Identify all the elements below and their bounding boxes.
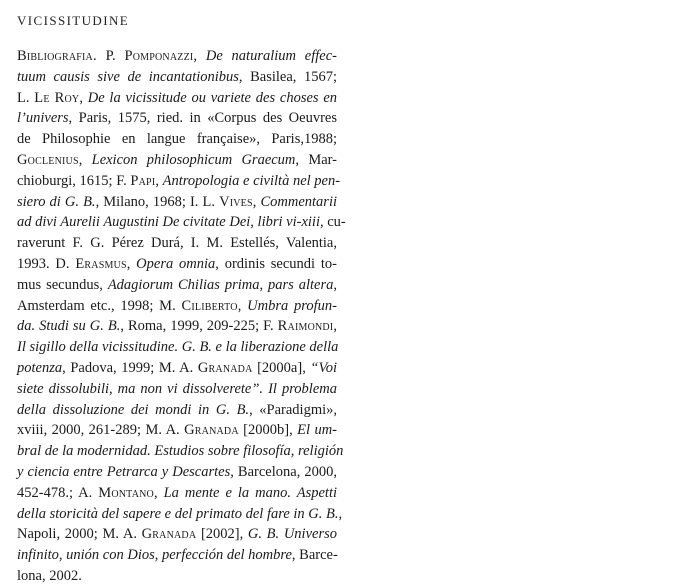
- author-name: Papi: [130, 172, 156, 189]
- citation-text: ,: [252, 193, 261, 210]
- work-title: Lexicon philosophicum Graecum: [91, 151, 296, 168]
- running-header: VICISSITUDINE: [17, 13, 130, 28]
- bibliography-line: [17, 275, 337, 296]
- citation-text: ,: [193, 48, 206, 64]
- work-title: della dissoluzione dei mondi in G. B.: [17, 401, 250, 418]
- author-name: Vives: [219, 193, 253, 210]
- author-name: Erasmus: [75, 255, 127, 272]
- author-name: Raimondi: [277, 318, 334, 335]
- bibliography-line: [17, 462, 337, 483]
- work-title: De naturalium effec-: [205, 48, 337, 64]
- bibliography-line: [17, 420, 337, 441]
- citation-text: P.: [96, 48, 125, 64]
- work-title: da. Studi su G. B.: [17, 318, 121, 335]
- bibliography-line: [17, 316, 337, 337]
- bibliography-line: [17, 400, 337, 421]
- bibliography-paragraph: [17, 46, 346, 587]
- citation-text: ,: [78, 151, 92, 168]
- citation-text: ,: [333, 276, 337, 293]
- citation-text: Napoli, 2000; M. A.: [17, 526, 142, 543]
- work-title: della storicità del sapere e del primato del fare in G. B.: [17, 505, 339, 522]
- citation-text: ,: [333, 318, 337, 335]
- citation-text: Amsterdam etc., 1998; M.: [17, 297, 182, 314]
- citation-text: ,: [155, 172, 163, 189]
- work-title: El um-: [297, 422, 337, 439]
- work-title: Adagiorum Chilias prima, pars altera: [107, 276, 334, 293]
- bibliography-line: [17, 545, 337, 566]
- citation-text: raverunt F. G. Pérez Durá, I. M. Estellés, Valentia,: [17, 235, 337, 252]
- bibliography-line: [17, 171, 341, 192]
- work-title: ad divi Aurelii Augustini De civitate Dei, libri vi-xiii: [17, 214, 320, 231]
- bibliography-line: [17, 566, 337, 587]
- citation-text: de Philosophie en langue française», Paris,1988;: [17, 131, 337, 148]
- citation-text: [2000b],: [238, 422, 298, 439]
- citation-text: , Padova, 1999; M. A.: [62, 359, 198, 376]
- citation-text: , Paris, 1575, ried. in «Corpus des Oeuvres: [68, 110, 337, 127]
- bibliography-line: [17, 88, 337, 109]
- bibliography-line: [17, 233, 337, 254]
- work-title: siete dissolubili, ma non vi dissolverete”. Il problema: [17, 380, 337, 397]
- bibliography-line: [17, 504, 343, 525]
- author-name: Granada: [197, 359, 253, 376]
- author-name: Goclenius: [17, 151, 79, 168]
- author-name: Bibliografia.: [17, 48, 97, 64]
- bibliography-line: [17, 358, 337, 379]
- bibliography-line: [17, 483, 337, 504]
- work-title: Umbra profun-: [247, 297, 337, 314]
- bibliography-line: [17, 441, 344, 462]
- work-title: infinito, unión con Dios, perfección del hombre: [17, 547, 292, 564]
- citation-text: [2000a],: [252, 359, 311, 376]
- citation-text: , Barce-: [291, 547, 338, 564]
- citation-text: 1993. D.: [17, 255, 76, 272]
- citation-text: xviii, 2000, 261-289; M. A.: [17, 422, 185, 439]
- bibliography-line: [17, 67, 337, 88]
- citation-text: ,: [79, 89, 88, 106]
- citation-text: lona, 2002.: [17, 567, 82, 584]
- work-title: La mente e la mano. Aspetti: [163, 484, 337, 501]
- bibliography-line: [17, 212, 346, 233]
- bibliography-line: [17, 129, 337, 150]
- author-name: Le Roy: [34, 89, 80, 106]
- citation-text: , Roma, 1999, 209-225; F.: [120, 318, 278, 335]
- work-title: potenza: [17, 359, 63, 376]
- work-title: Opera omnia: [136, 255, 216, 272]
- author-name: Montano: [98, 484, 154, 501]
- citation-text: L.: [17, 89, 35, 106]
- bibliography-line: [17, 192, 337, 213]
- work-title: y ciencia entre Petrarca y Descartes: [17, 463, 231, 480]
- author-name: Granada: [184, 422, 239, 439]
- work-title: Commentarii: [260, 193, 337, 210]
- author-name: Pomponazzi: [124, 48, 194, 64]
- bibliography-line: [17, 379, 337, 400]
- citation-text: chioburgi, 1615; F.: [17, 172, 131, 189]
- citation-text: [2002],: [196, 526, 248, 543]
- citation-text: ,: [153, 484, 164, 501]
- citation-text: , Mar-: [295, 151, 338, 168]
- work-title: “Voi: [310, 359, 338, 376]
- citation-text: , Barcelona, 2000,: [230, 463, 337, 480]
- bibliography-line: [17, 108, 337, 129]
- citation-text: , cu-: [319, 214, 346, 231]
- bibliography-line: [17, 296, 337, 317]
- author-name: Granada: [141, 526, 197, 543]
- bibliography-line: [17, 150, 337, 171]
- citation-text: , Milano, 1968; I. L.: [95, 193, 220, 210]
- bibliography-line: [17, 524, 337, 545]
- work-title: Antropologia e civiltà nel pen-: [162, 172, 341, 189]
- work-title: De la vicissitude ou variete des choses en: [87, 89, 338, 106]
- citation-text: ,: [338, 505, 343, 522]
- work-title: tuum causis sive de incantationibus: [17, 68, 239, 85]
- work-title: siero di G. B.: [17, 193, 96, 210]
- author-name: Ciliberto: [181, 297, 238, 314]
- bibliography-line: [17, 46, 337, 67]
- citation-text: ,: [237, 297, 248, 314]
- work-title: G. B. Universo: [247, 526, 337, 543]
- citation-text: ,: [126, 255, 137, 272]
- work-title: l’univers: [17, 110, 69, 127]
- bibliography-line: [17, 337, 337, 358]
- bibliography-line: [17, 254, 337, 275]
- citation-text: , «Paradigmi»,: [249, 401, 338, 418]
- work-title: Il sigillo della vicissitudine. G. B. e la liberazione della: [17, 339, 339, 356]
- citation-text: , Basilea, 1567;: [238, 68, 337, 85]
- work-title: bral de la modernidad. Estudios sobre filosofía, religión: [17, 443, 344, 460]
- citation-text: mus secundus,: [17, 276, 108, 293]
- citation-text: , ordinis secundi to-: [215, 255, 337, 272]
- citation-text: 452-478.; A.: [17, 484, 99, 501]
